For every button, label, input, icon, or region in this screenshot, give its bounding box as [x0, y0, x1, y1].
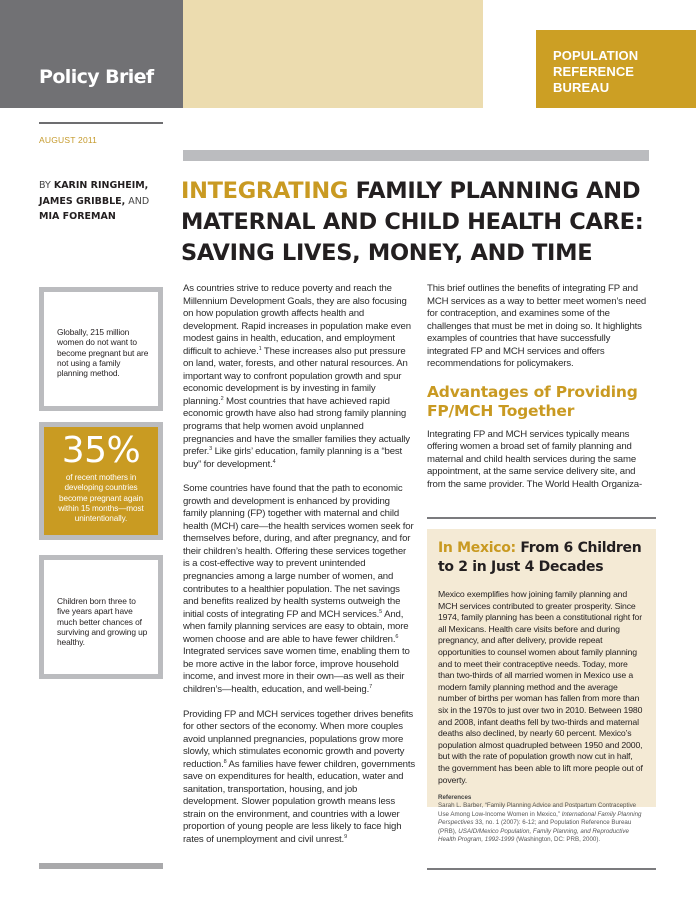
author-name: JAMES GRIBBLE,: [39, 195, 126, 207]
byline-connector: AND: [125, 195, 150, 207]
footnote-ref: 4: [272, 458, 276, 465]
fact-text: Children born three to five years apart have much better chances of surviving and growing up healthy.: [57, 596, 148, 648]
footnote-ref: 7: [369, 683, 373, 690]
publisher-logo: [536, 30, 696, 108]
byline: [39, 178, 179, 225]
date-divider: [39, 122, 163, 124]
fact-text: of recent mothers in developing countries become pregnant again within 15 months—most unintentionally.: [58, 473, 144, 524]
fact-statistic: 35%: [61, 430, 141, 471]
footnote-ref: 5: [379, 608, 383, 615]
byline-prefix: BY: [39, 180, 54, 191]
series-label: Policy Brief: [39, 66, 154, 88]
footnote-ref: 8: [223, 758, 227, 765]
fact-box-birth-spacing: [39, 555, 163, 679]
title-line-2: MATERNAL AND CHILD HEALTH CARE:: [181, 209, 644, 235]
section-heading: Advantages of Providing FP/MCH Together: [427, 382, 638, 420]
author-name: KARIN RINGHEIM,: [53, 180, 149, 191]
title-line-3: SAVING LIVES, MONEY, AND TIME: [181, 240, 593, 266]
document-title: [181, 176, 661, 269]
references-text: Sarah L. Barber, “Family Planning Advice and Postpartum Contraceptive Use Among Low-Income Women in Mexico,” International Family Planning Perspectives 33, no. 1 (2007): 6-12; and Population Reference Bureau (PRB), USAID/Mexico Population, Family Planning, and Reproductive Health Program, 1992-1999 (Washington, DC: PRB, 2000).: [438, 802, 642, 844]
header-beige-block: [183, 0, 483, 108]
callout-divider-top: [427, 517, 656, 519]
mexico-callout-box: [427, 529, 656, 844]
callout-heading: In Mexico: From 6 Children to 2 in Just 4 Decades: [438, 540, 642, 575]
fact-box-unmet-need: [39, 287, 163, 411]
sidebar-bottom-bar: [39, 863, 163, 869]
body-column-right: [427, 283, 653, 504]
fact-text: Globally, 215 million women do not want to become pregnant but are not using a family planning method.: [57, 327, 149, 379]
references-title: References: [438, 794, 472, 802]
footnote-ref: 6: [395, 633, 399, 640]
logo-line-1: POPULATION: [553, 48, 639, 63]
publication-date: AUGUST 2011: [39, 135, 98, 145]
title-highlight: INTEGRATING: [181, 178, 349, 204]
paragraph: Providing FP and MCH services together drives benefits for other sectors of the economy. When more couples avoid unplanned pregnancies, populations grow more slowly, which stimulates economic growth and poverty reduction.$^8$ As families have fewer children, governments save on expenditures for health, education, water and sanitation, transportation, housing, and job development. Slower population growth means less strain on the environment, and countries with a lower proportion of young people are less likely to face high rates of unemployment and civil unrest.$^9$: [183, 708, 415, 845]
callout-body: Mexico exemplifies how joining family planning and MCH services contributed to greater prosperity. Since 1974, family planning has been a constitutional right for all Mexicans. Health care visits before and during pregnancy, and after delivery, provide repeat opportunities to counsel women about family planning and to meet their contraceptive needs. Today, more than two-thirds of all married women in Mexico use a modern family planning method and the average number of births per woman has fallen from more than six in the 1970s to just over two in 2010. Between 1980 and 2008, infant deaths fell by two-thirds and maternal deaths also declined, by nearly 60 percent. Mexico’s population almost quadrupled between 1950 and 2000, but with the rate of population growth now cut in half, the government has been able to lift more people out of poverty.: [438, 589, 643, 785]
footnote-ref: 2: [220, 395, 224, 402]
body-column-left: [183, 283, 415, 859]
footnote-ref: 1: [258, 345, 262, 352]
footnote-ref: 3: [209, 446, 213, 453]
callout-divider-bottom: [427, 868, 656, 870]
paragraph: Integrating FP and MCH services typically means offering women a broad set of family planning and maternal and child health services during the same appointment, at the same service delivery site, and from the same provider. The World Health Organiza-: [427, 428, 643, 491]
paragraph: As countries strive to reduce poverty and reach the Millennium Development Goals, they are also focusing on how population growth affects health and development. Rapid increases in population make even modest gains in health, education, and employment difficult to achieve.$^1$ These increases also put pressure on land, water, forests, and other natural resources. An important way to confront population growth and spur economic development is by investing in family planning.$^2$ Most countries that have achieved rapid economic growth have also had strong family planning programs that help women avoid unplanned pregnancies and have the smaller families they actually prefer.$^3$ Like girls’ education, family planning is a “best buy” for development.$^4$: [183, 283, 411, 470]
logo-line-2: REFERENCE: [553, 64, 635, 79]
fact-box-statistic: [39, 422, 163, 540]
callout-heading-highlight: In Mexico:: [438, 540, 516, 556]
logo-line-3: BUREAU: [553, 80, 610, 95]
title-divider-bar: [183, 150, 649, 161]
footnote-ref: 9: [344, 833, 347, 840]
title-line-1: FAMILY PLANNING AND: [348, 178, 641, 204]
header-gray-block: [0, 0, 183, 108]
paragraph: Some countries have found that the path to economic growth and development is enhanced by providing family planning (FP) together with maternal and child health (MCH) care—the health services women seek for themselves before, during, and after pregnancy, and for their children’s health. Offering these services together is a cost-effective way to prevent unintended pregnancies among a large number of women, and contributes to a healthier population. The net savings and benefits realized by health systems outweigh the initial costs of integrating FP and MCH services.$^5$ And, when family planning services are easy to obtain, more women choose and are able to have fewer children.$^6$ Integrated services save women time, enabling them to be more active in the labor force, improve household income, and invest more in their own—as well as their children’s—health, education, and well-being.$^7$: [183, 483, 414, 695]
author-name: MIA FOREMAN: [39, 211, 116, 222]
intro-paragraph: This brief outlines the benefits of integrating FP and MCH services as a way to better meet women’s need for contraception, and examines some of the challenges that must be met in doing so. It highlights examples of countries that have successfully integrated FP and MCH services and offers recommendations for policymakers.: [427, 283, 647, 370]
